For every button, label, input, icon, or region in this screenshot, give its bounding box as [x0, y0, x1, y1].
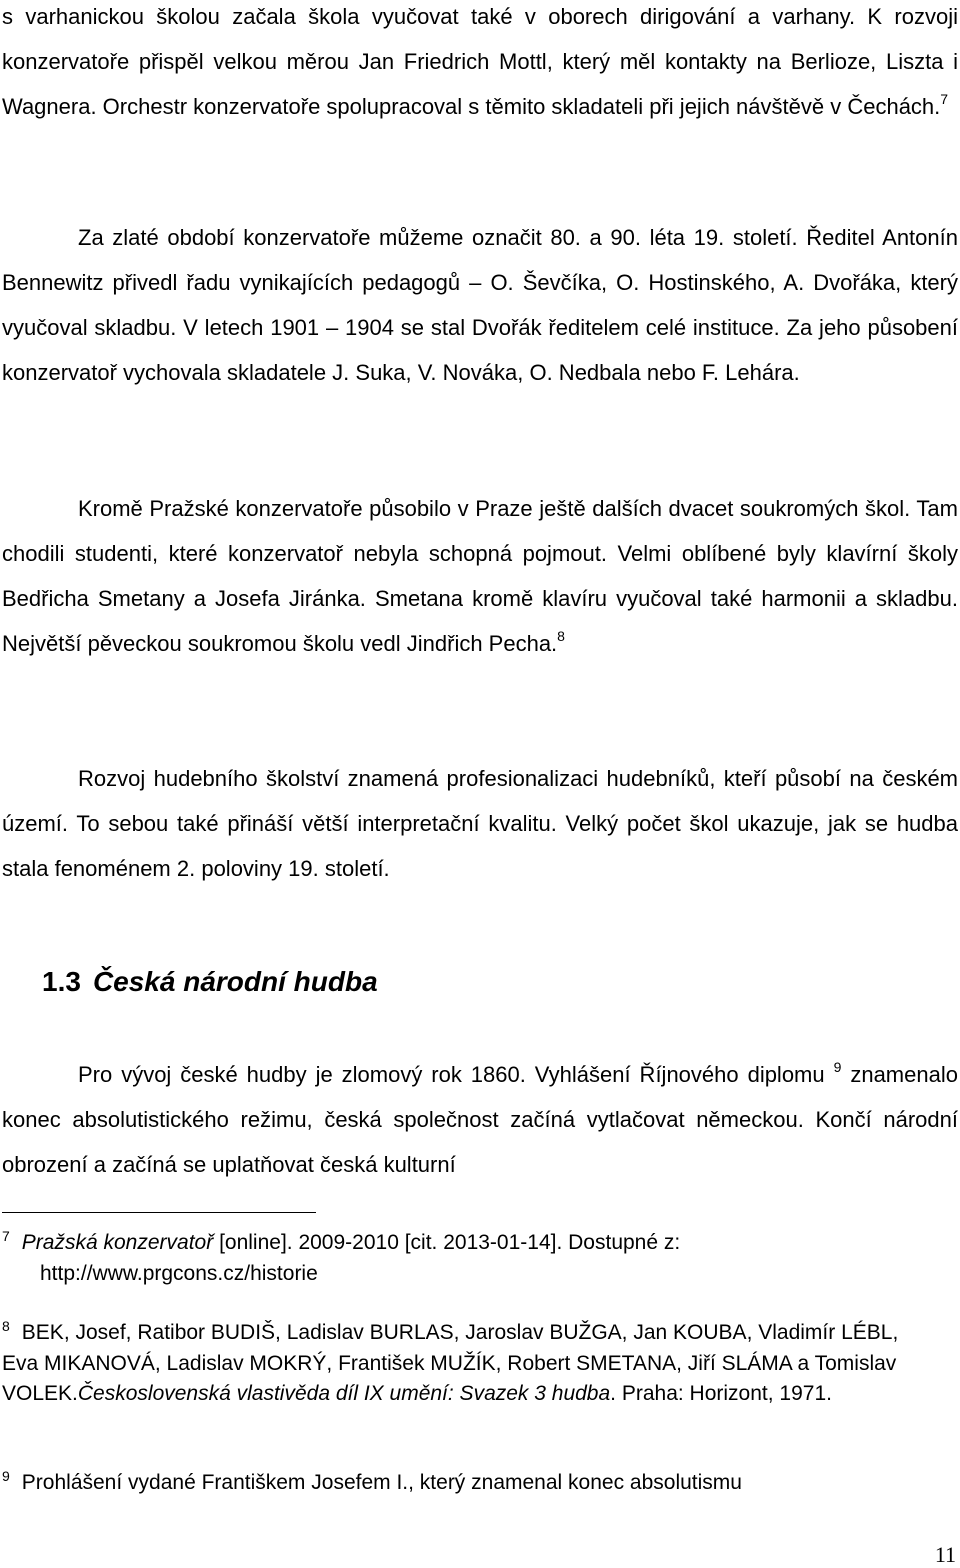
footnote-reference-7[interactable]: 7 — [940, 90, 949, 107]
paragraph-private-schools — [2, 486, 958, 666]
paragraph-text-continued: znamenalo konec absolutistického režimu, česká společnost začíná vytlačovat německou. Končí národní obrození a začíná se uplatňovat česká kulturní — [2, 1062, 958, 1177]
paragraph-text: s varhanickou školou začala škola vyučovat také v oborech dirigování a varhany. K rozvoji konzervatoře přispěl velkou měrou Jan Friedrich Mottl, který měl kontakty na Berlioze, Liszta i Wagnera. Orchestr konzervatoře spolupracoval s těmito skladateli při jejich návštěvě v Čechách. — [2, 4, 958, 119]
footnote-mark: 9 — [2, 1468, 10, 1484]
page-number: 11 — [934, 1542, 956, 1567]
footnote-reference-8[interactable]: 8 — [557, 627, 565, 644]
footnote-7 — [2, 1228, 938, 1289]
footnote-text-after: . Praha: Horizont, 1971. — [610, 1382, 832, 1405]
paragraph-national-music — [2, 1052, 958, 1187]
footnote-url[interactable]: http://www.prgcons.cz/historie — [40, 1262, 318, 1285]
paragraph-text: Pro vývoj české hudby je zlomový rok 1860. Vyhlášení Říjnového diplomu — [78, 1062, 825, 1087]
footnote-text: [online]. 2009-2010 [cit. 2013-01-14]. Dostupné z: — [219, 1231, 681, 1254]
paragraph-text: Kromě Pražské konzervatoře působilo v Praze ještě dalších dvacet soukromých škol. Tam chodili studenti, které konzervatoř nebyla schopná pojmout. Velmi oblíbené byly klavírní školy Bedřicha Smetany a Josefa Jiránka. Smetana kromě klavíru vyučoval také harmonii a skladbu. Největší pěveckou soukromou školu vedl Jindřich Pecha. — [2, 496, 958, 656]
paragraph-text: Rozvoj hudebního školství znamená profesionalizaci hudebníků, kteří působí na českém území. To sebou také přináší větší interpretační kvalitu. Velký počet škol ukazuje, jak se hudba stala fenoménem 2. poloviny 19. století. — [2, 766, 958, 881]
section-title: Česká národní hudba — [92, 966, 378, 997]
footnote-title: Československá vlastivěda díl IX umění: Svazek 3 hudba — [77, 1382, 611, 1405]
paragraph-education-development — [2, 756, 958, 891]
paragraph-conservatory-history — [2, 0, 958, 129]
footnote-mark: 8 — [2, 1318, 10, 1334]
footnote-9 — [2, 1468, 938, 1499]
footnote-reference-9[interactable]: 9 — [833, 1058, 842, 1075]
footnote-8 — [2, 1318, 938, 1409]
paragraph-text: Za zlaté období konzervatoře můžeme označit 80. a 90. léta 19. století. Ředitel Antonín Bennewitz přivedl řadu vynikajících pedagogů – O. Ševčíka, O. Hostinského, A. Dvořáka, který vyučoval skladbu. V letech 1901 – 1904 se stal Dvořák ředitelem celé instituce. Za jeho působení konzervatoř vychovala skladatele J. Suka, V. Nováka, O. Nedbala nebo F. Lehára. — [2, 225, 958, 385]
footnote-text: Prohlášení vydané Františkem Josefem I., který znamenal konec absolutismu — [21, 1471, 742, 1494]
section-number: 1.3 — [42, 966, 81, 997]
footnote-title: Pražská konzervatoř — [21, 1231, 214, 1254]
footnote-text: BEK, Josef, Ratibor BUDIŠ, Ladislav BURLAS, Jaroslav BUŽGA, Jan KOUBA, Vladimír LÉBL, Eva MIKANOVÁ, Ladislav MOKRÝ, František MUŽÍK, Robert SMETANA, Jiří SLÁMA a Tomislav VOLEK. — [2, 1321, 899, 1405]
footnote-separator — [2, 1212, 316, 1213]
paragraph-golden-era — [2, 215, 958, 395]
section-heading — [42, 966, 378, 998]
footnote-mark: 7 — [2, 1228, 10, 1244]
